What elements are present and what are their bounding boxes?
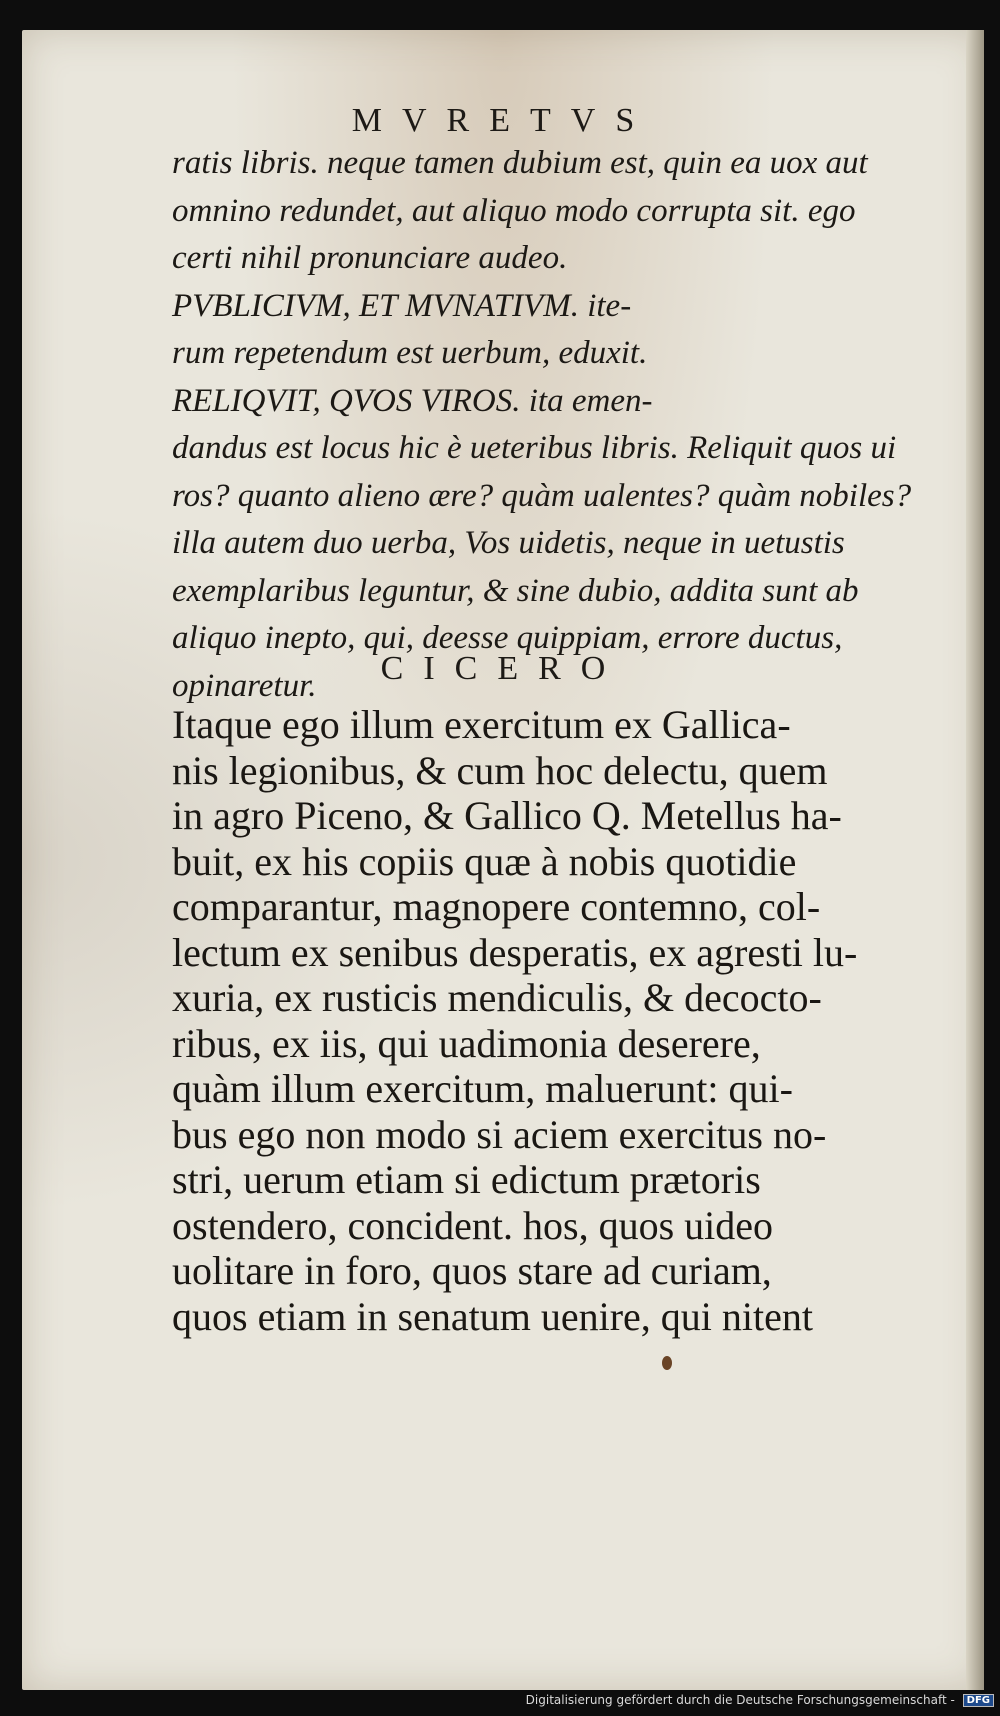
body-line: lectum ex senibus desperatis, ex agresti lu- xyxy=(172,929,858,975)
footer-text: Digitalisierung gefördert durch die Deutsche Forschungsgemeinschaft - xyxy=(525,1693,955,1707)
body-text-block xyxy=(172,702,972,1339)
commentary-line: aliquo inepto, qui, deesse quippiam, errore ductus, xyxy=(172,620,843,656)
commentary-line: rum repetendum est uerbum, eduxit. xyxy=(172,335,648,371)
body-line: stri, uerum etiam si edictum prætoris xyxy=(172,1157,761,1202)
book-page xyxy=(22,30,984,1690)
commentary-line: dandus est locus hic è ueteribus libris. Reliquit quos ui xyxy=(172,430,897,466)
body-line: quos etiam in senatum uenire, qui nitent xyxy=(172,1293,813,1339)
body-line: xuria, ex rusticis mendiculis, & decocto- xyxy=(172,975,822,1020)
ink-stain xyxy=(662,1356,672,1370)
body-line: nis legionibus, & cum hoc delectu, quem xyxy=(172,747,828,793)
body-line: Itaque ego illum exercitum ex Gallica- xyxy=(172,702,791,747)
commentary-line: illa autem duo uerba, Vos uidetis, neque in uetustis xyxy=(172,525,845,561)
digitization-footer xyxy=(0,1693,1000,1707)
commentary-line: PVBLICIVM, ET MVNATIVM. ite- xyxy=(172,287,632,324)
commentary-line: RELIQVIT, QVOS VIROS. ita emen- xyxy=(172,382,653,419)
commentary-line: ros? quanto alieno ære? quàm ualentes? quàm nobiles? xyxy=(172,477,912,514)
dfg-logo: DFG xyxy=(963,1694,994,1707)
body-line: buit, ex his copiis quæ à nobis quotidie xyxy=(172,838,797,884)
commentary-line: certi nihil pronunciare audeo. xyxy=(172,240,568,276)
commentary-line: opinaretur. xyxy=(172,667,317,704)
body-line: ribus, ex iis, qui uadimonia deserere, xyxy=(172,1020,761,1066)
body-line: bus ego non modo si aciem exercitus no- xyxy=(172,1111,827,1157)
commentary-line: omnino redundet, aut aliquo modo corrupta sit. ego xyxy=(172,192,856,229)
commentary-line: ratis libris. neque tamen dubium est, quin ea uox aut xyxy=(172,145,868,181)
body-line: uolitare in foro, quos stare ad curiam, xyxy=(172,1248,772,1293)
section-title: CICERO xyxy=(380,650,626,687)
commentary-line: exemplaribus leguntur, & sine dubio, addita sunt ab xyxy=(172,572,859,609)
body-line: in agro Piceno, & Gallico Q. Metellus ha- xyxy=(172,793,842,838)
running-head: MVRETVS xyxy=(351,102,655,139)
body-line: ostendero, concident. hos, quos uideo xyxy=(172,1202,773,1248)
body-line: quàm illum exercitum, maluerunt: qui- xyxy=(172,1066,793,1111)
commentary-block xyxy=(172,140,972,710)
body-line: comparantur, magnopere contemno, col- xyxy=(172,884,821,929)
